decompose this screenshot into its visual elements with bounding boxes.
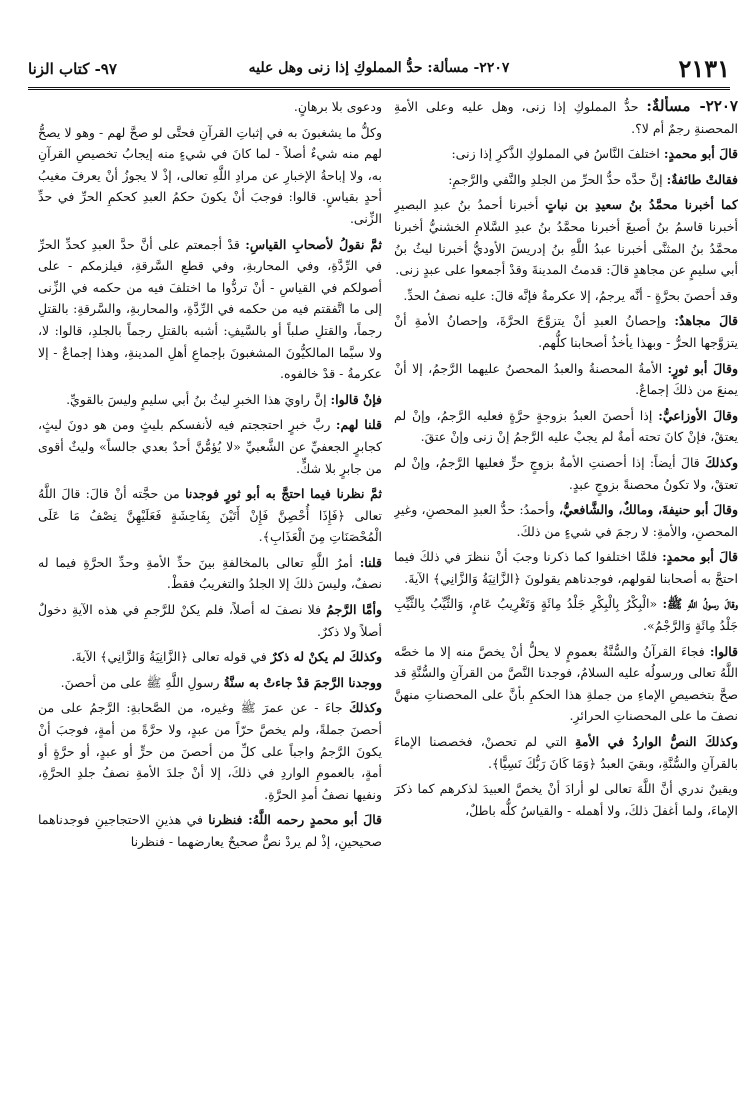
paragraph [38,599,382,642]
paragraph-text: إنَّ راويَ هذا الخبرِ ليثُ بنُ أبي سليمٍ وليسَ بالقويِّ. [66,391,327,407]
paragraph-text: في قوله تعالى ﴿الزَّانِيَةُ وَالزَّانِي﴾ الآيةَ. [71,649,267,665]
paragraph [394,593,738,636]
speaker-lead: فإنْ قالوا: [330,391,382,407]
speaker-lead: ثمَّ نظرنا فيما احتجَّ به أبو ثورٍ فوجدنا [185,486,382,502]
paragraph-text: إنَّ حدَّه حدُّ الحرِّ من الجلدِ والنَّفي والرَّجمِ: [448,171,663,187]
paragraph [38,697,382,805]
paragraph-text: قالَ أيضاً: إذا أحصنتِ الأمةُ بزوجٍ حرٍّ فعليها الرَّجمُ، وإنْ لم تعتقْ، ولا تكونُ محصنةً بزوجٍ عبدٍ. [394,454,738,492]
speaker-lead: قالَ أبو محمدٍ رحمه اللَّهُ: فنظرنا [208,812,382,828]
paragraph-text: قدْ أجمعتم على أنَّ حدَّ العبدِ كحدِّ الحرِّ في الرِّدَّةِ، وفي المحاربةِ، وفي قطعِ السَّرقةِ، فيلزمكم - على أصولكم في القياسِ - أنْ تردُّوا ما اختلفَ فيه من حكمه في الزِّنى إلى ما اتَّفقتم فيه من حكمه في الرِّدَّةِ، والمحاربةِ، والسَّرقةِ: بالقتلِ رجماً، والقتلِ صلباً أو بالسَّيفِ: أشبه بالقتلِ رجماً بالجلدِ، قالوا: لا، ولا سيَّما المالكيُّونَ المشغبونَ بإجماعِ أهلِ المدينةِ، وهذا إجماعٌ - إلا عكرمةُ - قدْ خالفوه. [38,236,382,382]
page-number: ٢١٣١ [678,54,730,83]
right-column [394,96,738,1096]
paragraph [38,552,382,595]
paragraph [38,96,382,118]
speaker-lead: وكذلكَ لم يكنْ له ذكرٌ [270,649,382,665]
paragraph [38,414,382,479]
paragraph [38,809,382,852]
paragraph-text: «الْبِكْرُ بِالْبِكْرِ جَلْدُ مِائَةٍ وَتَغْرِيبُ عَامٍ، وَالثَّيِّبُ بِالثَّيِّبِ جَلْدُ مِائَةٍ وَالرَّجْمُ». [394,596,738,634]
paragraph-text: حدُّ المملوكِ إذا زنى، وهل عليه وعلى الأمةِ المحصنةِ رجمٌ أم لا؟. [394,99,738,136]
paragraph-text: التي لم تحصنْ، فخصصنا الإماءَ بالقرآنِ والسُّنَّةِ، وبقيَ العبدُ ﴿وَمَا كَانَ رَبُّكَ نَسِيًّا﴾. [394,734,738,771]
speaker-lead: قالَ أبو محمدٍ: [662,549,738,565]
paragraph [394,169,738,191]
speaker-lead: قالَ أبو محمدٍ: [663,146,738,162]
speaker-lead: ووجدنا الرَّجمَ قدْ جاءتْ به سنَّةُ [223,674,382,690]
speaker-lead: وكذلكَ النصُّ الواردُ في الأمةِ [575,734,738,750]
book-title: ٩٧- كتاب الزنا [28,60,117,78]
paragraph-text: أمرُ اللَّهِ تعالى بالمخالفةِ بينَ حدِّ الأمةِ وحدِّ الحرَّةِ فيما له نصفٌ، وليسَ ذلكَ إلا الجلدُ والتغريبُ فقطْ. [38,554,382,592]
speaker-lead: وأمَّا الرَّجمُ [326,602,382,618]
paragraph [394,143,738,165]
paragraph [38,234,382,385]
paragraph [394,310,738,353]
paragraph [394,641,738,727]
paragraph [394,405,738,448]
speaker-lead: وقالَ الأوزاعيُّ: [658,407,738,423]
paragraph-text: فجاءَ القرآنُ والسُّنَّةُ بعمومٍ لا يحلُّ أنْ يخصَّ منه إلا ما خصَّه اللَّهُ تعالى ورسولُه عليه السلامُ، فوجدنا النَّصَّ من القرآنِ والسُّنَّةِ قد صحَّ بتخصيصِ الإماءِ من جملةِ هذا الحكمِ بأنَّ على المحصناتِ منهنَّ نصفَ ما على المحصناتِ الحرائرِ. [394,643,738,724]
paragraph [394,358,738,401]
header-rule [28,87,730,90]
paragraph [394,546,738,589]
running-title: ٢٢٠٧- مسألة: حدُّ المملوكِ إذا زنى وهل عليه [248,60,510,76]
paragraph-text: رسولِ اللَّهِ ﷺ على من أحصنَ. [60,674,220,690]
paragraph-text: اختلفَ النَّاسُ في المملوكِ الذَّكرِ إذا زنى: [451,146,660,162]
paragraph [394,285,738,307]
speaker-lead: وكذلكَ [705,454,738,470]
paragraph-text: فلمَّا اختلفوا كما ذكرنا وجبَ أنْ ننظرَ في ذلكَ فيما احتجَّ به أصحابنا لقولهم، فوجدناهم يقولونَ ﴿الزَّانِيَةُ وَالزَّانِي﴾ الآيةَ. [394,549,738,586]
paragraph-text: وإحصانُ العبدِ أنْ يتزوَّجَ الحرَّةَ، وإحصانُ الأمةِ أنْ يتزوَّجها الحرُّ - وبهذا يأخذُ أصحابنا كلُّهم. [394,313,738,350]
page-header [28,52,730,90]
left-column [38,96,382,1096]
paragraph [394,731,738,774]
paragraph [38,389,382,411]
paragraph-text: ودعوى بلا برهانٍ. [293,99,382,114]
paragraph-text: فلا نصفَ له أصلاً، فلم يكنْ للرَّجمِ في هذه الآيةِ دخولٌ أصلاً ولا ذكرٌ. [38,602,382,639]
paragraph-text: وقد أحصنَ بحرَّةٍ - أنَّه يرجمُ، إلا عكرمةُ فإنَّه قالَ: عليه نصفُ الحدِّ. [403,287,738,303]
speaker-lead: قلنا لهم: [335,417,382,433]
paragraph-text: من حجَّته أنْ قالَ: قالَ اللَّهُ تعالى ﴿فَإِذَا أُحْصِنَّ فَإِنْ أَتَيْنَ بِفَاحِشَةٍ فَعَلَيْهِنَّ نِصْفُ مَا عَلَى الْمُحْصَنَاتِ مِنَ الْعَذَابِ﴾. [38,486,382,545]
paragraph-text: وكلُّ ما يشغبونَ به في إثباتِ القرآنِ فحتَّى لو صحَّ لهم - وهو لا يصحُّ لهم منه شيءٌ أصلاً - لما كانَ في شيءٍ منه إيجابُ تخصيصِ القرآنِ به، ولا إباحةُ الإخبارِ عن مرادِ اللَّهِ تعالى، إذْ لا يجوزُ أنْ يعرفَ مغيبُ أحدٍ بقياسٍ. قالوا: فوجبَ أنْ يكونَ حكمُ العبدِ كحكمِ الحرِّ في حدِّ الزِّنى. [38,124,382,226]
paragraph-text: الأمةُ المحصنةُ والعبدُ المحصنُ عليهما الرَّجمُ، إلا أنْ يمنعَ من ذلكَ إجماعٌ. [394,360,738,398]
paragraph [394,499,738,542]
paragraph-text: إذا أحصنَ العبدُ بزوجةٍ حرَّةٍ فعليه الرَّجمُ، وإنْ لم يعتقْ، فإنْ كانَ تحته أمةٌ لم يجبْ عليه الرَّجمُ إنْ زنى وإنْ عتقَ. [394,407,738,445]
paragraph-text: وأحمدُ: حدُّ العبدِ المحصنِ، وغيرِ المحصنِ، والأمةِ: لا رجمَ في شيءٍ من ذلكَ. [394,502,738,539]
paragraph [394,194,738,280]
speaker-lead: وقالَ أبو حنيفةَ، ومالكٌ، والشَّافعيُّ، [558,502,738,518]
paragraph-text: في هذينِ الاحتجاجينِ فوجدناهما صحيحينِ، إذْ لم يردْ نصٌّ صحيحٌ يعارضهما - فنظرنا [38,812,382,849]
section-heading: ٢٢٠٧- مسألةٌ: [646,97,738,115]
paragraph [38,483,382,548]
paragraph-text: ربَّ خبرٍ احتججتم فيه لأنفسكم بليثٍ ومن هو دونَ ليثٍ، كجابرٍ الجعفيِّ عن الشَّعبيِّ «لا يُؤمُّنَّ أحدٌ بعدي جالساً» وليثٌ أقوى من جابرٍ بلا شكٍّ. [38,417,382,476]
speaker-lead: وكذلكَ [349,700,382,716]
speaker-lead: وقالَ رسولُ اللَّهِ ﷺ: [662,596,738,612]
paragraph [38,646,382,668]
speaker-lead: قالَ مجاهدٌ: [674,313,738,329]
speaker-lead: وقالَ أبو ثورٍ: [667,360,738,376]
paragraph [394,452,738,495]
paragraph-text: جاءَ - عن عمرَ ﷺ وغيره، من الصَّحابةِ: الرَّجمُ على من أحصنَ جملةً، ولم يخصَّ حرّاً من عبدٍ، ولا حرَّةً من أمةٍ، فوجبَ أنْ يكونَ الرَّجمُ واجباً على كلِّ من أحصنَ من حرٍّ أو عبدٍ، أو حرَّةٍ أو أمةٍ، بالعمومِ الواردِ في ذلكَ، إلا أنْ جلدَ الأمةِ نصفُ جلدِ الحرَّةِ، ونفيها نصفُ أمدِ الحرَّةِ. [38,700,382,802]
paragraph-text: أخبرنا أحمدُ بنُ عبدِ البصيرِ أخبرنا قاسمُ بنُ أصبغَ أخبرنا محمَّدُ بنُ عبدِ السَّلامِ الخشنيُّ أخبرنا محمَّدُ بنُ المثنَّى أخبرنا عبدُ اللَّهِ بنُ إدريسَ الأوديُّ أخبرنا ليثُ بنُ أبي سليمٍ عن مجاهدٍ قالَ: قدمتُ المدينةَ وقدْ أجمعوا على عبدٍ زنى. [394,197,738,278]
speaker-lead: قلنا: [359,554,382,570]
paragraph [38,122,382,230]
paragraph-text: ويقينٌ ندري أنَّ اللَّهَ تعالى لو أرادَ أنْ يخصَّ العبيدَ لذكرهم كما ذكرَ الإماءَ، ولما أغفلَ ذلكَ، ولا أهمله - والقياسُ كلُّه باطلٌ، [394,781,738,818]
speaker-lead: ثمَّ نقولُ لأصحابِ القياسِ: [245,236,382,252]
paragraph [394,96,738,139]
speaker-lead: فقالتْ طائفةٌ: [666,171,738,187]
paragraph [38,672,382,694]
paragraph [394,778,738,821]
speaker-lead: قالوا: [709,643,738,659]
speaker-lead: كما أخبرنا محمَّدُ بنُ سعيدِ بن نباتٍ [545,197,738,213]
